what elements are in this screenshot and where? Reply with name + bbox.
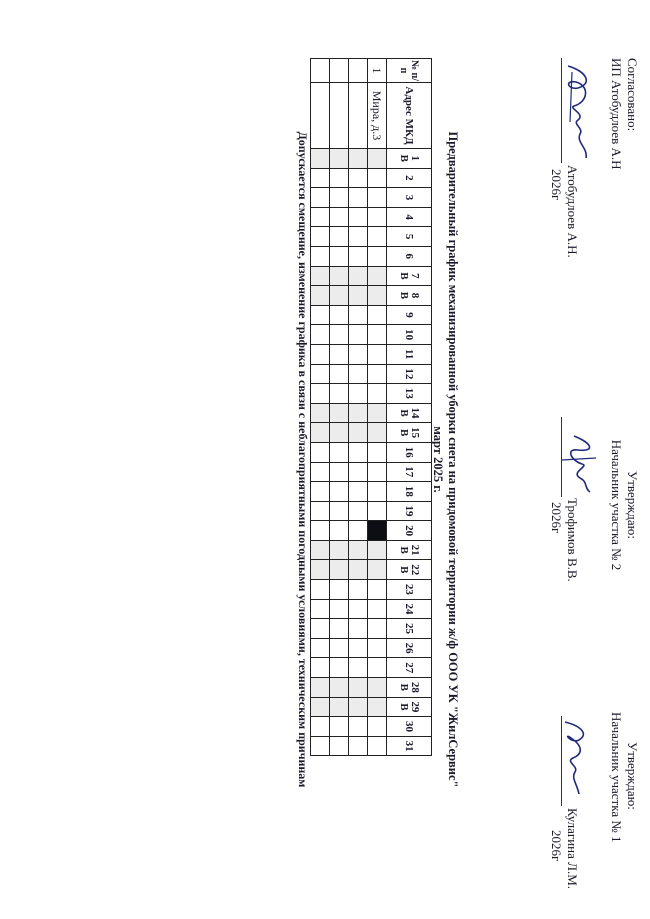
day-number: 31 — [403, 740, 416, 752]
weekend-mark: В — [398, 546, 410, 554]
weekend-mark: В — [398, 409, 410, 417]
row-address: Мира, д.3 — [368, 83, 387, 149]
header-address: Адрес МКД — [387, 83, 432, 149]
day-number: 10 — [403, 329, 416, 341]
approval-left-year: 2026г — [549, 169, 564, 201]
header-day-30 — [387, 717, 432, 737]
approval-left-name-block — [548, 165, 580, 258]
empty-cell — [349, 521, 368, 541]
empty-cell — [349, 540, 368, 560]
empty-cell — [311, 697, 330, 717]
day-number: 13 — [403, 387, 416, 399]
header-day-21 — [387, 540, 432, 560]
empty-cell — [311, 619, 330, 639]
header-day-12 — [387, 364, 432, 384]
empty-cell — [311, 59, 330, 83]
day-cell-10 — [368, 325, 387, 345]
day-cell-21 — [368, 540, 387, 560]
empty-cell — [311, 442, 330, 462]
empty-cell — [311, 149, 330, 169]
empty-cell — [330, 599, 349, 619]
day-cell-17 — [368, 462, 387, 482]
day-number: 14 — [409, 407, 421, 419]
empty-cell — [349, 59, 368, 83]
day-cell-2 — [368, 168, 387, 188]
empty-cell — [349, 207, 368, 227]
empty-cell — [349, 599, 368, 619]
header-day-17 — [387, 462, 432, 482]
day-cell-11 — [368, 344, 387, 364]
empty-cell — [330, 560, 349, 580]
day-cell-28 — [368, 678, 387, 698]
day-cell-31 — [368, 736, 387, 756]
empty-cell — [330, 149, 349, 169]
day-cell-26 — [368, 638, 387, 658]
header-day-3 — [387, 188, 432, 208]
header-day-6 — [387, 246, 432, 266]
empty-cell — [349, 560, 368, 580]
empty-cell — [330, 305, 349, 325]
empty-cell — [349, 305, 368, 325]
schedule-empty-row — [349, 59, 368, 756]
empty-cell — [330, 462, 349, 482]
empty-cell — [330, 717, 349, 737]
day-cell-18 — [368, 482, 387, 502]
day-cell-22 — [368, 560, 387, 580]
empty-cell — [311, 168, 330, 188]
empty-cell — [311, 207, 330, 227]
approval-left-heading: Согласовано: — [625, 58, 640, 132]
empty-cell — [311, 188, 330, 208]
header-day-14 — [387, 403, 432, 423]
header-day-7 — [387, 266, 432, 286]
empty-cell — [349, 246, 368, 266]
empty-cell — [349, 638, 368, 658]
empty-cell — [349, 364, 368, 384]
day-cell-13 — [368, 384, 387, 404]
day-cell-7 — [368, 266, 387, 286]
header-day-18 — [387, 482, 432, 502]
empty-cell — [311, 638, 330, 658]
day-number: 27 — [403, 662, 416, 674]
empty-cell — [330, 266, 349, 286]
weekend-mark: В — [398, 291, 410, 300]
empty-cell — [330, 697, 349, 717]
day-number: 22 — [409, 564, 421, 576]
header-day-15 — [387, 423, 432, 443]
day-cell-1 — [368, 149, 387, 169]
empty-cell — [349, 580, 368, 600]
weekend-mark: В — [398, 154, 410, 162]
day-number: 19 — [403, 505, 416, 517]
empty-cell — [349, 149, 368, 169]
approval-right — [608, 712, 640, 892]
approval-left-position: ИП Атобудлоев А.Н — [609, 58, 624, 170]
approval-center-heading: Утверждаю: — [625, 471, 640, 539]
empty-cell — [330, 384, 349, 404]
day-number: 12 — [403, 368, 416, 380]
header-day-29 — [387, 697, 432, 717]
empty-cell — [311, 227, 330, 247]
empty-cell — [330, 286, 349, 306]
empty-cell — [311, 403, 330, 423]
approval-center-year: 2026г — [549, 502, 564, 534]
day-cell-29 — [368, 697, 387, 717]
approval-center-name: Трофимов В.В. — [565, 498, 580, 582]
empty-cell — [330, 482, 349, 502]
empty-cell — [311, 717, 330, 737]
empty-cell — [349, 344, 368, 364]
empty-cell — [349, 403, 368, 423]
empty-cell — [330, 540, 349, 560]
empty-cell — [330, 83, 349, 149]
approval-right-year: 2026г — [549, 830, 564, 862]
empty-cell — [330, 59, 349, 83]
empty-cell — [349, 83, 368, 149]
day-cell-25 — [368, 619, 387, 639]
day-number: 30 — [403, 721, 416, 733]
day-cell-9 — [368, 305, 387, 325]
day-number: 3 — [403, 194, 416, 201]
day-number: 4 — [403, 214, 416, 220]
header-day-10 — [387, 325, 432, 345]
empty-cell — [349, 658, 368, 678]
day-cell-20 — [368, 521, 387, 541]
empty-cell — [330, 227, 349, 247]
empty-cell — [311, 286, 330, 306]
day-cell-8 — [368, 286, 387, 306]
day-cell-4 — [368, 207, 387, 227]
weekend-mark: В — [398, 428, 410, 437]
empty-cell — [330, 619, 349, 639]
header-day-16 — [387, 442, 432, 462]
empty-cell — [330, 501, 349, 521]
approval-right-position: Начальник участка № 1 — [609, 712, 624, 843]
header-day-19 — [387, 501, 432, 521]
empty-cell — [349, 266, 368, 286]
header-day-24 — [387, 599, 432, 619]
empty-cell — [330, 658, 349, 678]
empty-cell — [311, 678, 330, 698]
empty-cell — [311, 325, 330, 345]
day-cell-23 — [368, 580, 387, 600]
weekend-mark: В — [398, 703, 410, 711]
approval-right-signature — [555, 718, 595, 798]
day-cell-15 — [368, 423, 387, 443]
header-day-31 — [387, 736, 432, 756]
empty-cell — [349, 717, 368, 737]
empty-cell — [349, 482, 368, 502]
header-day-23 — [387, 580, 432, 600]
day-number: 7 — [409, 273, 421, 279]
empty-cell — [330, 325, 349, 345]
empty-cell — [330, 344, 349, 364]
empty-cell — [311, 482, 330, 502]
day-cell-30 — [368, 717, 387, 737]
day-cell-14 — [368, 403, 387, 423]
empty-cell — [311, 364, 330, 384]
day-number: 28 — [409, 681, 421, 693]
empty-cell — [349, 442, 368, 462]
empty-cell — [349, 619, 368, 639]
empty-cell — [349, 501, 368, 521]
empty-cell — [311, 83, 330, 149]
day-number: 9 — [403, 312, 416, 318]
empty-cell — [349, 286, 368, 306]
document-title: Предварительный график механизированной уборки снега на придомовой территории ж/ф ООО УК "ЖилСервис" — [446, 131, 460, 788]
day-cell-24 — [368, 599, 387, 619]
header-day-22 — [387, 560, 432, 580]
header-day-13 — [387, 384, 432, 404]
empty-cell — [311, 305, 330, 325]
schedule-empty-row — [311, 59, 330, 756]
approval-right-heading: Утверждаю: — [625, 742, 640, 810]
header-day-9 — [387, 305, 432, 325]
day-number: 17 — [403, 466, 416, 478]
day-cell-6 — [368, 246, 387, 266]
day-cell-27 — [368, 658, 387, 678]
schedule-empty-row — [330, 59, 349, 756]
empty-cell — [330, 423, 349, 443]
empty-cell — [330, 580, 349, 600]
empty-cell — [330, 521, 349, 541]
document-footnote: Допускается смещение, изменение графика в связи с неблагоприятными погодными условиями, техническим причинам — [296, 131, 310, 788]
approval-center — [608, 410, 640, 600]
day-cell-19 — [368, 501, 387, 521]
empty-cell — [330, 736, 349, 756]
empty-cell — [330, 678, 349, 698]
empty-cell — [330, 364, 349, 384]
approval-center-signature — [560, 430, 600, 500]
approval-center-position: Начальник участка № 2 — [609, 439, 624, 571]
empty-cell — [311, 736, 330, 756]
header-day-11 — [387, 344, 432, 364]
approval-right-name-block — [548, 808, 580, 889]
day-number: 23 — [403, 583, 416, 595]
empty-cell — [311, 580, 330, 600]
empty-cell — [330, 168, 349, 188]
day-cell-5 — [368, 227, 387, 247]
approval-right-name: Кулагина Л.М. — [565, 808, 580, 890]
empty-cell — [349, 697, 368, 717]
empty-cell — [349, 384, 368, 404]
empty-cell — [349, 227, 368, 247]
header-number: № п/п — [387, 59, 432, 83]
approval-left-signature — [558, 62, 598, 162]
empty-cell — [311, 560, 330, 580]
empty-cell — [349, 168, 368, 188]
header-day-8 — [387, 286, 432, 306]
header-day-27 — [387, 658, 432, 678]
empty-cell — [330, 638, 349, 658]
empty-cell — [311, 521, 330, 541]
empty-cell — [349, 188, 368, 208]
empty-cell — [330, 207, 349, 227]
day-number: 24 — [403, 603, 416, 615]
header-day-2 — [387, 168, 432, 188]
schedule-table — [310, 58, 432, 756]
day-number: 25 — [403, 623, 416, 635]
header-day-28 — [387, 678, 432, 698]
empty-cell — [330, 188, 349, 208]
day-number: 2 — [403, 175, 416, 181]
empty-cell — [311, 246, 330, 266]
weekend-mark: В — [398, 683, 410, 691]
empty-cell — [349, 325, 368, 345]
header-day-20 — [387, 521, 432, 541]
weekend-mark: В — [398, 272, 410, 280]
empty-cell — [330, 442, 349, 462]
day-number: 20 — [403, 525, 416, 537]
empty-cell — [349, 423, 368, 443]
day-number: 5 — [403, 233, 416, 240]
empty-cell — [311, 658, 330, 678]
empty-cell — [311, 462, 330, 482]
day-cell-16 — [368, 442, 387, 462]
day-number: 1 — [409, 155, 421, 162]
empty-cell — [311, 344, 330, 364]
empty-cell — [311, 384, 330, 404]
approval-left — [608, 58, 640, 170]
day-number: 6 — [403, 253, 416, 260]
header-day-4 — [387, 207, 432, 227]
day-number: 26 — [403, 642, 416, 654]
day-number: 18 — [403, 485, 416, 497]
day-number: 21 — [409, 544, 421, 556]
weekend-mark: В — [398, 566, 410, 574]
day-number: 16 — [403, 446, 416, 458]
empty-cell — [311, 501, 330, 521]
day-number: 29 — [409, 701, 421, 713]
row-number: 1 — [368, 59, 387, 83]
schedule-header-row — [387, 59, 432, 756]
approval-center-name-block — [548, 498, 580, 582]
document-subtitle: март 2025 г. — [431, 426, 445, 493]
empty-cell — [330, 246, 349, 266]
empty-cell — [349, 736, 368, 756]
empty-cell — [311, 266, 330, 286]
day-number: 8 — [409, 292, 421, 299]
approval-left-name: Атобудлоев А.Н. — [565, 165, 580, 258]
schedule-row — [368, 59, 387, 756]
header-day-1 — [387, 149, 432, 169]
empty-cell — [330, 403, 349, 423]
day-number: 15 — [409, 427, 421, 439]
header-day-26 — [387, 638, 432, 658]
empty-cell — [311, 423, 330, 443]
empty-cell — [349, 462, 368, 482]
day-cell-3 — [368, 188, 387, 208]
header-day-5 — [387, 227, 432, 247]
day-number: 11 — [403, 349, 416, 360]
empty-cell — [349, 678, 368, 698]
header-day-25 — [387, 619, 432, 639]
empty-cell — [311, 599, 330, 619]
empty-cell — [311, 540, 330, 560]
day-cell-12 — [368, 364, 387, 384]
